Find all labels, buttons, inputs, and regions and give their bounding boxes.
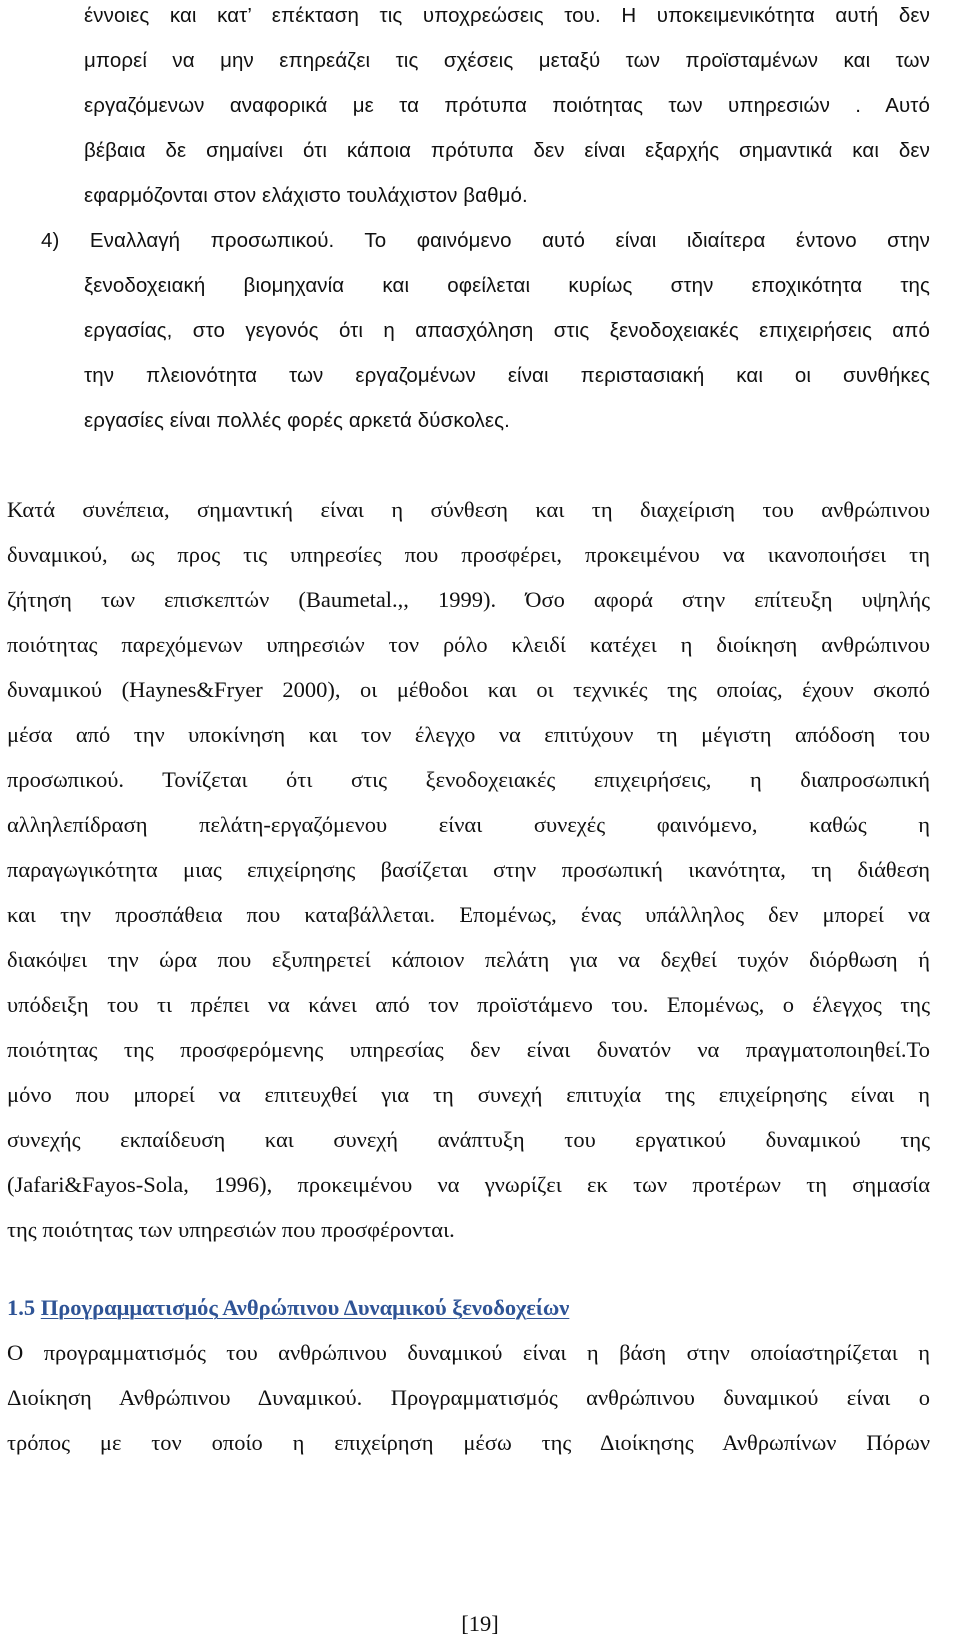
text-line: Διοίκηση Ανθρώπινου Δυναμικού. Προγραμματισμός ανθρώπινου δυναμικού είναι ο	[7, 1385, 930, 1410]
text-line: της ποιότητας των υπηρεσιών που προσφέρονται.	[7, 1217, 455, 1242]
text-line: εργαζόμενων αναφορικά με τα πρότυπα ποιότητας των υπηρεσιών . Αυτό	[84, 94, 930, 117]
list-item-first-line: 4) Εναλλαγή προσωπικού. Το φαινόμενο αυτό είναι ιδιαίτερα έντονο στην	[41, 229, 930, 252]
text-line: προσωπικού. Τονίζεται ότι στις ξενοδοχειακές επιχειρήσεις, η διαπροσωπική	[7, 767, 930, 792]
text-line: δυναμικού, ως προς τις υπηρεσίες που προσφέρει, προκειμένου να ικανοποιήσει τη	[7, 542, 930, 567]
text-line: τρόπος με τον οποίο η επιχείρηση μέσω της Διοίκησης Ανθρωπίνων Πόρων	[7, 1430, 930, 1455]
text-line: Κατά συνέπεια, σημαντική είναι η σύνθεση και τη διαχείριση του ανθρώπινου	[7, 497, 930, 522]
section-number: 1.5	[7, 1295, 36, 1320]
text-line: έννοιες και κατ’ επέκταση τις υποχρεώσεις του. Η υποκειμενικότητα αυτή δεν	[84, 4, 930, 27]
text-line: εργασίας, στο γεγονός ότι η απασχόληση στις ξενοδοχειακές επιχειρήσεις από	[84, 319, 930, 342]
text-line: ξενοδοχειακή βιομηχανία και οφείλεται κυρίως στην εποχικότητα της	[84, 274, 930, 297]
text-line: μόνο που μπορεί να επιτευχθεί για τη συνεχή επιτυχία της επιχείρησης είναι η	[7, 1082, 930, 1107]
text-line: ποιότητας της προσφερόμενης υπηρεσίας δεν είναι δυνατόν να πραγματοποιηθεί.Το	[7, 1037, 930, 1062]
text-line: διακόψει την ώρα που εξυπηρετεί κάποιον πελάτη για να δεχθεί τυχόν διόρθωση ή	[7, 947, 930, 972]
text-line: παραγωγικότητα μιας επιχείρησης βασίζεται στην προσωπική ικανότητα, τη διάθεση	[7, 857, 930, 882]
text-line: ποιότητας παρεχόμενων υπηρεσιών τον ρόλο κλειδί κατέχει η διοίκηση ανθρώπινου	[7, 632, 930, 657]
text-line: βέβαια δε σημαίνει ότι κάποια πρότυπα δεν είναι εξαρχής σημαντικά και δεν	[84, 139, 930, 162]
text-line: εργασίες είναι πολλές φορές αρκετά δύσκολες.	[84, 409, 510, 432]
text-line: και την προσπάθεια που καταβάλλεται. Επομένως, ένας υπάλληλος δεν μπορεί να	[7, 902, 930, 927]
text-line: δυναμικού (Haynes&Fryer 2000), οι μέθοδοι και οι τεχνικές της οποίας, έχουν σκοπό	[7, 677, 930, 702]
text-line: αλληλεπίδραση πελάτη-εργαζόμενου είναι συνεχές φαινόμενο, καθώς η	[7, 812, 930, 837]
text-line: (Jafari&Fayos-Sola, 1996), προκειμένου να γνωρίζει εκ των προτέρων τη σημασία	[7, 1172, 930, 1197]
text-line: εφαρμόζονται στον ελάχιστο τουλάχιστον βαθμό.	[84, 184, 528, 207]
text-line: την πλειονότητα των εργαζομένων είναι περιστασιακή και οι συνθήκες	[84, 364, 930, 387]
text-line: Ο προγραμματισμός του ανθρώπινου δυναμικού είναι η βάση στην οποίαστηρίζεται η	[7, 1340, 930, 1365]
text-line: ζήτηση των επισκεπτών (Baumetal.,, 1999). Όσο αφορά στην επίτευξη υψηλής	[7, 587, 930, 612]
section-heading	[7, 1293, 569, 1323]
section-title: Προγραμματισμός Ανθρώπινου Δυναμικού ξενοδοχείων	[40, 1295, 570, 1320]
page-number: [19]	[461, 1611, 499, 1636]
text-line: υπόδειξη του τι πρέπει να κάνει από τον προϊστάμενο του. Επομένως, ο έλεγχος της	[7, 992, 930, 1017]
text-line: συνεχής εκπαίδευση και συνεχή ανάπτυξη του εργατικού δυναμικού της	[7, 1127, 930, 1152]
text-line: μέσα από την υποκίνηση και τον έλεγχο να επιτύχουν τη μέγιστη απόδοση του	[7, 722, 930, 747]
text-line: μπορεί να μην επηρεάζει τις σχέσεις μεταξύ των προϊσταμένων και των	[84, 49, 930, 72]
